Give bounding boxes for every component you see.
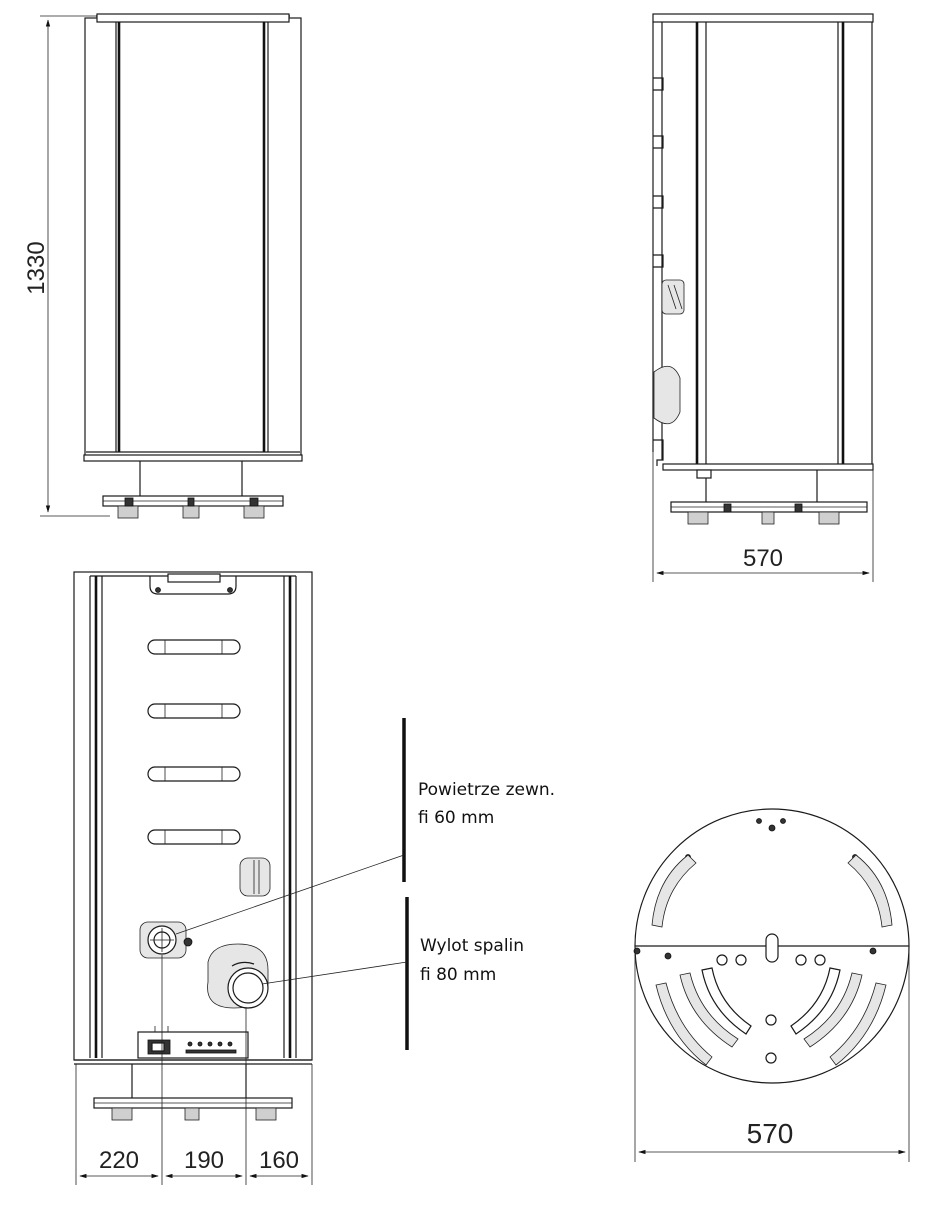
front-view xyxy=(84,14,302,518)
air-inlet-line1: Powietrze zewn. xyxy=(418,780,556,800)
flue-outlet-line1: Wylot spalin xyxy=(420,936,525,956)
rear-view xyxy=(74,572,312,1185)
side-view xyxy=(653,14,873,524)
air-inlet-line2: fi 60 mm xyxy=(418,808,495,828)
depth-label: 570 xyxy=(742,545,784,572)
offset-middle-label: 190 xyxy=(183,1147,225,1174)
flue-outlet-line2: fi 80 mm xyxy=(420,965,497,985)
offset-right-label: 160 xyxy=(258,1147,300,1174)
height-label: 1330 xyxy=(23,241,50,295)
diameter-label: 570 xyxy=(746,1118,794,1149)
top-view xyxy=(634,809,909,1083)
dimension-rear-offsets xyxy=(76,1064,312,1185)
offset-left-label: 220 xyxy=(98,1147,140,1174)
